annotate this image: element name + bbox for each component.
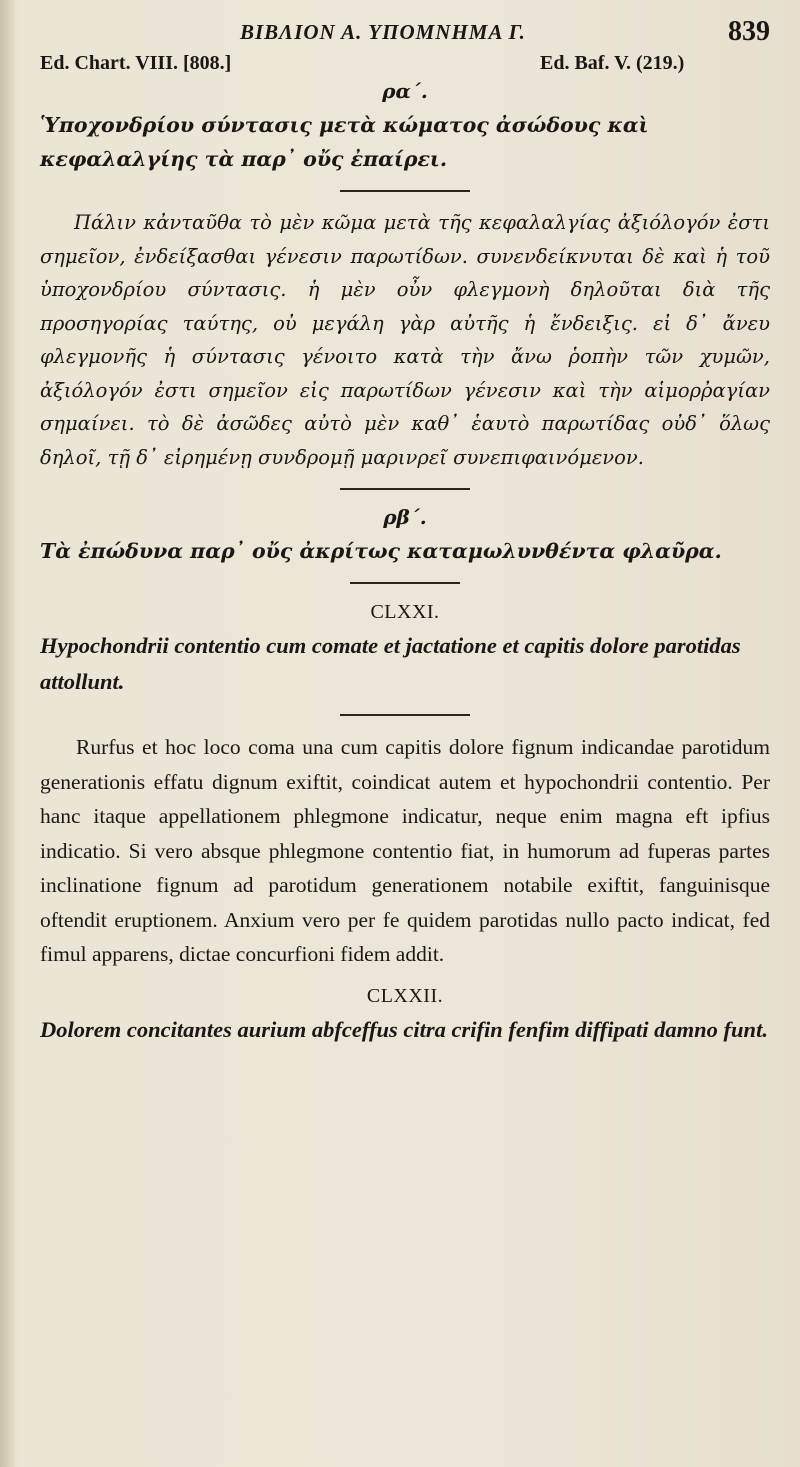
running-head-title: ΒΙΒΛΙΟΝ Α. ΥΠΟΜΝΗΜΑ Γ. — [240, 20, 526, 44]
greek-aphorism-heading: Ὑποχονδρίου σύντασις μετὰ κώματος ἀσώδους καὶ κεφαλαλγίης τὰ παρ᾽ οὔς ἐπαίρει. — [40, 113, 649, 171]
latin-section-number: CLXXII. — [366, 984, 444, 1007]
page-gutter — [0, 0, 14, 1467]
page-bottom-margin — [40, 1048, 770, 1078]
running-head — [40, 14, 770, 48]
latin-commentary-paragraph: Rurfus et hoc loco coma una cum capitis dolore fignum indicandae parotidum generationis effatu dignum exiftit, coindicat autem et hypochondrii contentio. Per hanc itaque appellationem phlegmone indicatur, neque enim magna eft ipfius indicatio. Si vero absque phlegmone contentio fiat, in humorum ad fuperas partes inclinatione fignum ad parotidum generationem notabile exiftit, fanguinisque oftendit eruptionem. Anxium vero per fe quidem parotidas nullo pacto indicat, fed fimul apparens, dictae concurfioni fidem addit. — [40, 735, 770, 966]
greek-section-number: ρα΄. — [382, 79, 428, 103]
greek-aphorism-heading: Τὰ ἐπώδυνα παρ᾽ οὔς ἀκρίτως καταμωλυνθέντα φλαῦρα. — [40, 539, 722, 563]
latin-section-number: CLXXI. — [370, 601, 440, 623]
page-number: 839 — [728, 16, 770, 47]
latin-aphorism-heading: Dolorem concitantes aurium abfceffus citra crifin fenfim diffipati damno funt. — [40, 1016, 768, 1042]
divider-rule — [340, 714, 470, 716]
divider-rule — [340, 488, 470, 490]
latin-aphorism-heading: Hypochondrii contentio cum comate et jactatione et capitis dolore parotidas attollunt. — [40, 633, 741, 694]
divider-rule — [350, 582, 460, 584]
greek-commentary-paragraph: Πάλιν κἀνταῦθα τὸ μὲν κῶμα μετὰ τῆς κεφαλαλγίας ἀξιόλογόν ἐστι σημεῖον, ἐνδείξασθαι γένεσιν παρωτίδων. συνενδείκνυται δὲ καὶ ἡ τοῦ ὑποχονδρίου σύντασις. ἡ μὲν οὖν φλεγμονὴ δηλοῦται διὰ τῆς προσηγορίας ταύτης, οὐ μεγάλη γὰρ αὐτῆς ἡ ἔνδειξις. εἰ δ᾽ ἄνευ φλεγμονῆς ἡ σύντασις γένοιτο κατὰ τὴν ἄνω ῥοπὴν τῶν χυμῶν, ἀξιόλογόν ἐστι σημεῖον εἰς παρωτίδων γένεσιν καὶ τὴν αἱμορῤαγίαν σημαίνει. τὸ δὲ ἀσῶδες αὐτὸ μὲν καθ᾽ ἑαυτὸ παρωτίδας οὐδ᾽ ὅλως δηλοῖ, τῇ δ᾽ εἰρημένῃ συνδρομῇ μαρινρεῖ συνεπιφαινόμενον. — [40, 211, 770, 469]
greek-section-number: ρβ΄. — [383, 505, 427, 529]
edition-ref-chartier: Ed. Chart. VIII. [808.] — [40, 52, 232, 74]
edition-ref-basel: Ed. Baf. V. (219.) — [540, 52, 685, 74]
divider-rule — [340, 190, 470, 192]
page-content — [40, 14, 770, 1078]
edition-references — [40, 48, 770, 78]
